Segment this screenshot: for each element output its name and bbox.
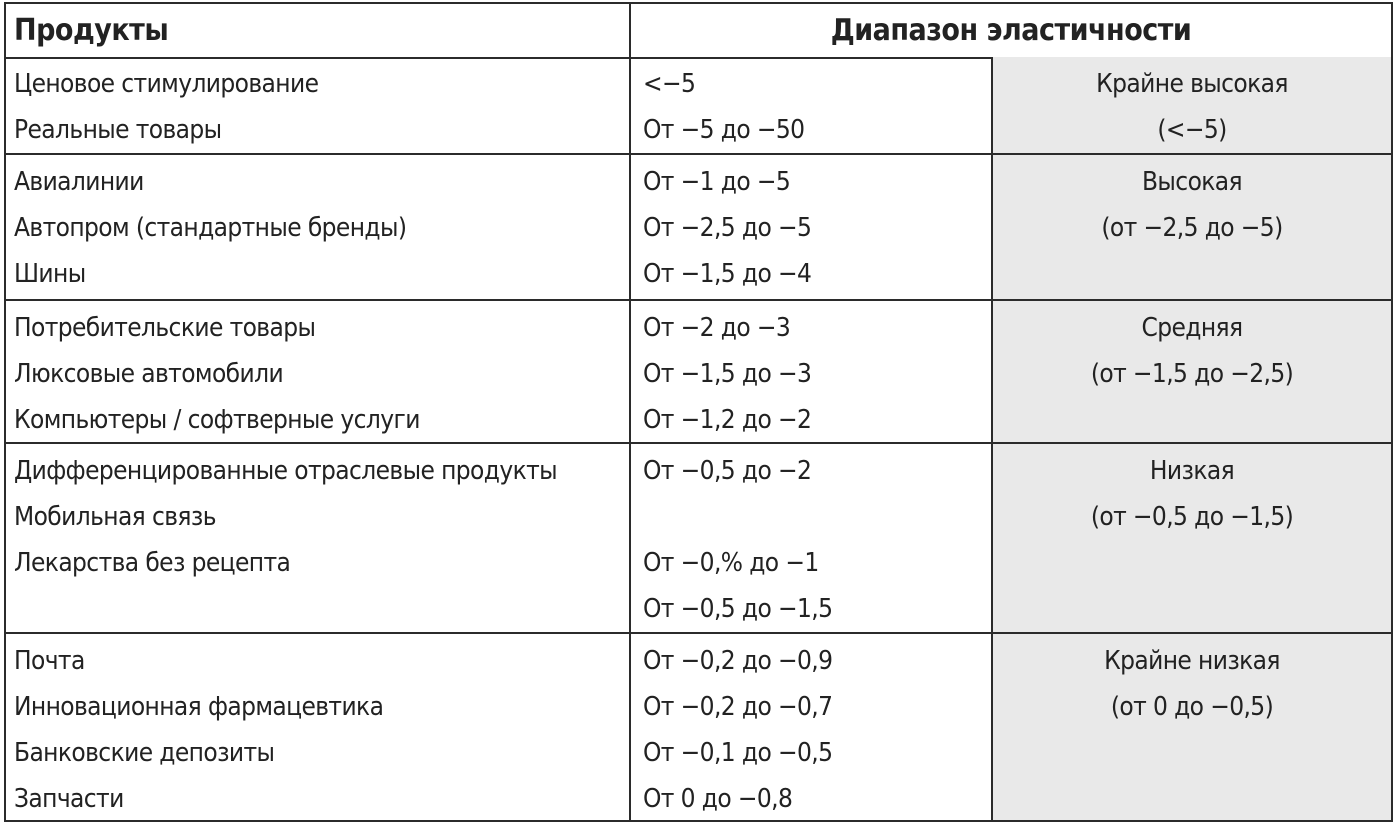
- category-cell: [993, 634, 1391, 820]
- products-cell: [6, 155, 631, 299]
- product-name: Реальные товары: [14, 115, 222, 145]
- category-label: Низкая: [1149, 456, 1235, 486]
- product-name: Лекарства без рецепта: [14, 548, 291, 578]
- product-name: Потребительские товары: [14, 313, 316, 343]
- product-name: Запчасти: [14, 784, 124, 814]
- product-name: Люксовые автомобили: [14, 359, 284, 389]
- group-extremely-low: [6, 634, 1391, 820]
- group-medium: [6, 301, 1391, 444]
- elasticity-value: От −5 до −50: [643, 115, 805, 145]
- products-cell: [6, 301, 631, 442]
- header-products: Продукты: [6, 4, 631, 57]
- category-range: (от −1,5 до −2,5): [1090, 359, 1294, 389]
- values-cell: [631, 301, 993, 442]
- elasticity-value: <−5: [643, 69, 696, 99]
- values-cell: [631, 634, 993, 820]
- products-cell: [6, 634, 631, 820]
- values-cell: [631, 444, 993, 632]
- product-name: Инновационная фармацевтика: [14, 692, 384, 722]
- elasticity-value: От −1,5 до −4: [643, 259, 812, 289]
- product-name: Компьютеры / софтверные услуги: [14, 405, 420, 435]
- products-cell: [6, 444, 631, 632]
- elasticity-table: [4, 2, 1393, 822]
- elasticity-value: От −2,5 до −5: [643, 213, 812, 243]
- category-cell: [993, 57, 1391, 153]
- product-name: Дифференцированные отраслевые продукты: [14, 456, 558, 486]
- product-name: Авиалинии: [14, 167, 144, 197]
- product-name: Ценовое стимулирование: [14, 69, 319, 99]
- product-name: Шины: [14, 259, 86, 289]
- elasticity-value: От −0,2 до −0,7: [643, 692, 833, 722]
- products-cell: [6, 57, 631, 153]
- category-label: Средняя: [1141, 313, 1243, 343]
- product-name: Почта: [14, 646, 85, 676]
- elasticity-value: От −0,1 до −0,5: [643, 738, 833, 768]
- category-range: (<−5): [1157, 115, 1227, 145]
- product-name: Банковские депозиты: [14, 738, 275, 768]
- group-extremely-high: [6, 57, 1391, 155]
- group-high: [6, 155, 1391, 301]
- category-label: Высокая: [1141, 167, 1243, 197]
- category-cell: [993, 155, 1391, 299]
- category-range: (от −2,5 до −5): [1101, 213, 1283, 243]
- elasticity-value: От −2 до −3: [643, 313, 791, 343]
- category-range: (от −0,5 до −1,5): [1090, 502, 1294, 532]
- elasticity-value: От −1,5 до −3: [643, 359, 812, 389]
- category-label: Крайне высокая: [1096, 69, 1288, 99]
- category-cell: [993, 301, 1391, 442]
- elasticity-value: От −1,2 до −2: [643, 405, 812, 435]
- group-low: [6, 444, 1391, 634]
- elasticity-value: От −1 до −5: [643, 167, 791, 197]
- elasticity-value: От −0,5 до −1,5: [643, 594, 833, 624]
- product-name: Автопром (стандартные бренды): [14, 213, 407, 243]
- category-label: Крайне низкая: [1104, 646, 1280, 676]
- values-cell: [631, 155, 993, 299]
- product-name: Мобильная связь: [14, 502, 216, 532]
- category-cell: [993, 444, 1391, 632]
- header-elasticity-range: Диапазон эластичности: [830, 13, 1192, 48]
- product-name: [14, 586, 629, 632]
- table-header: [6, 4, 1391, 59]
- elasticity-value: От −0,5 до −2: [643, 456, 812, 486]
- elasticity-value: [643, 494, 991, 540]
- elasticity-value: От −0,2 до −0,9: [643, 646, 833, 676]
- values-cell: [631, 57, 993, 153]
- elasticity-value: От −0,% до −1: [643, 548, 819, 578]
- elasticity-value: От 0 до −0,8: [643, 784, 793, 814]
- category-range: (от 0 до −0,5): [1110, 692, 1274, 722]
